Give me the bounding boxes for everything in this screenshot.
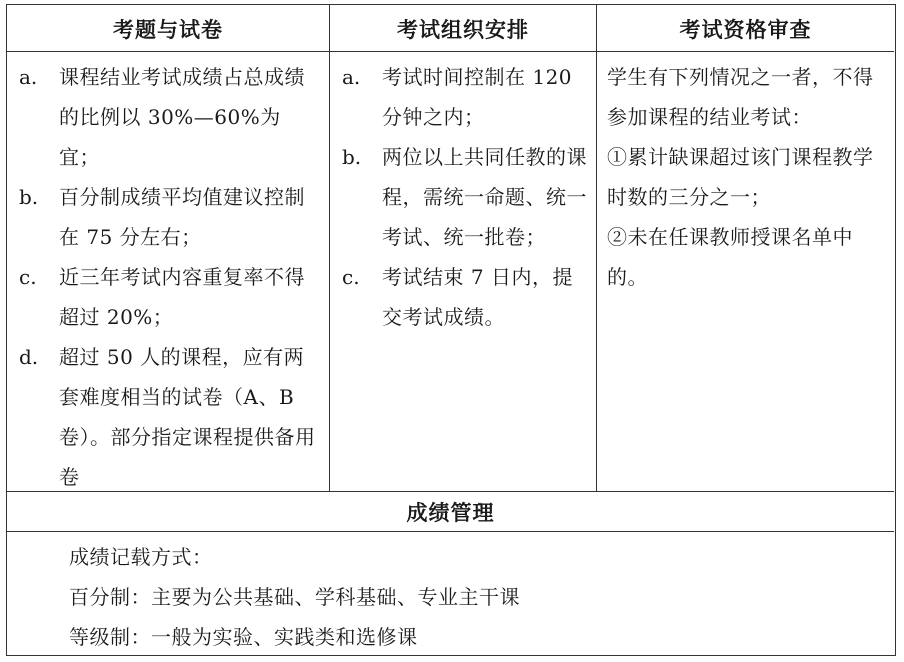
list-item xyxy=(342,57,590,137)
list-item xyxy=(19,57,321,177)
exam-organization-list xyxy=(342,57,590,337)
item-marker: a. xyxy=(342,65,361,89)
eligibility-review-text xyxy=(607,57,887,297)
item-text: 课程结业考试成绩占总成绩的比例以 30%—60%为宜； xyxy=(59,65,305,169)
eligibility-condition: ①累计缺课超过该门课程教学时数的三分之一； xyxy=(607,145,874,209)
header-exam-papers: 考题与试卷 xyxy=(113,17,223,42)
grade-line: 百分制：主要为公共基础、学科基础、专业主干课 xyxy=(69,585,520,609)
item-text: 考试时间控制在 120 分钟之内； xyxy=(382,65,573,129)
grade-line: 成绩记载方式： xyxy=(69,545,213,569)
exam-policy-table xyxy=(6,4,896,656)
list-item xyxy=(19,257,321,337)
item-marker: b. xyxy=(342,145,362,169)
eligibility-intro: 学生有下列情况之一者，不得参加课程的结业考试： xyxy=(607,65,874,129)
header-exam-organization: 考试组织安排 xyxy=(397,17,529,42)
item-marker: a. xyxy=(19,65,38,89)
list-item xyxy=(19,177,321,257)
grade-management-text xyxy=(69,537,520,657)
item-marker: b. xyxy=(19,185,39,209)
item-marker: c. xyxy=(19,265,37,289)
column-divider xyxy=(596,5,597,491)
list-item xyxy=(19,337,321,497)
section-divider xyxy=(7,531,894,532)
header-eligibility-review: 考试资格审查 xyxy=(679,17,812,42)
item-text: 两位以上共同任教的课程，需统一命题、统一考试、统一批卷； xyxy=(382,145,587,249)
grade-management-title: 成绩管理 xyxy=(406,500,495,525)
list-item xyxy=(342,137,590,257)
item-text: 百分制成绩平均值建议控制在 75 分左右； xyxy=(59,185,305,249)
item-text: 考试结束 7 日内，提交考试成绩。 xyxy=(382,265,573,329)
list-item xyxy=(342,257,590,337)
item-text: 近三年考试内容重复率不得超过 20%； xyxy=(59,265,305,329)
item-text: 超过 50 人的课程，应有两套难度相当的试卷（A、B 卷）。部分指定课程提供备用卷 xyxy=(59,345,316,489)
grade-line: 等级制：一般为实验、实践类和选修课 xyxy=(69,625,418,649)
eligibility-condition: ②未在任课教师授课名单中的。 xyxy=(607,225,853,289)
item-marker: c. xyxy=(342,265,360,289)
item-marker: d. xyxy=(19,345,39,369)
column-divider xyxy=(329,5,330,491)
exam-papers-list xyxy=(19,57,321,497)
